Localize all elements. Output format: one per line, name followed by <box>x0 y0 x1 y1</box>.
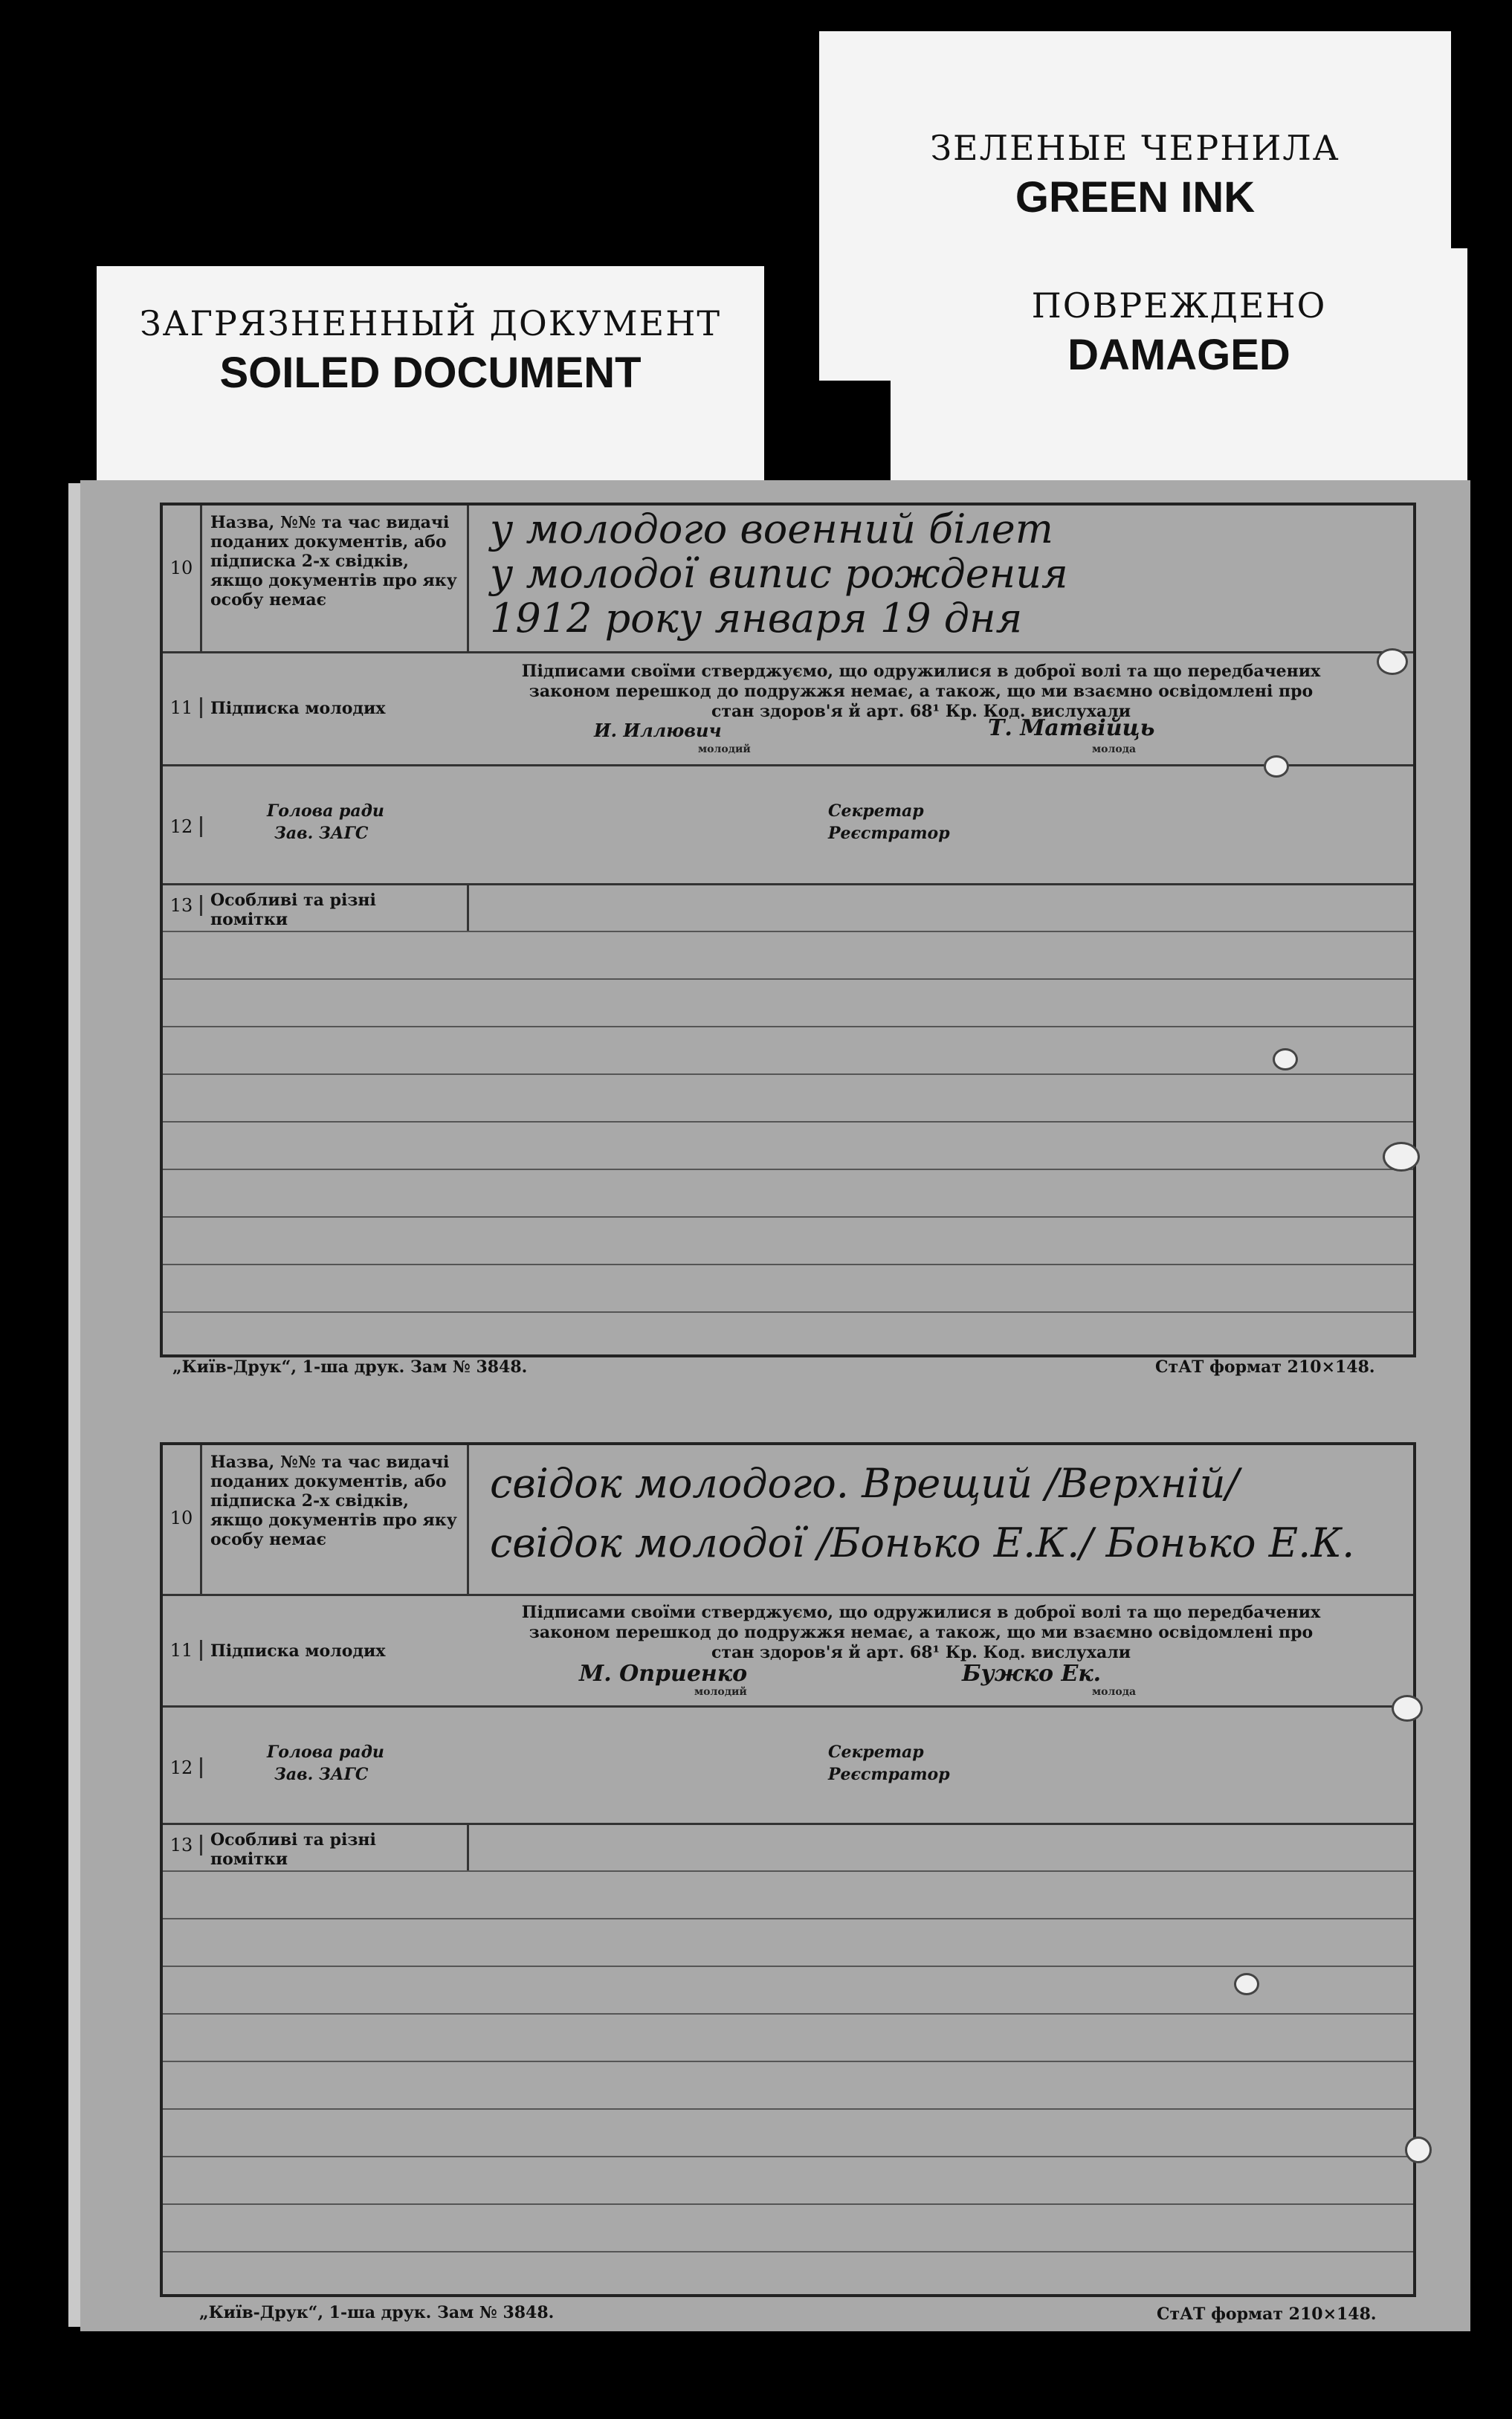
row-12-secretary: Секретар <box>828 801 924 821</box>
row-11-bride-signature: Бужко Ек. <box>962 1661 1102 1687</box>
row-10-number: 10 <box>169 1508 193 1528</box>
rule <box>163 1026 1413 1027</box>
rule <box>163 1169 1413 1170</box>
row-13-number: 13 <box>163 895 202 916</box>
punch-hole <box>1405 2137 1432 2163</box>
rule <box>163 1264 1413 1265</box>
punch-hole <box>1234 1973 1259 1995</box>
row-12-divider <box>163 1705 1413 1708</box>
row-12-number: 12 <box>163 816 202 837</box>
rule <box>163 2013 1413 2015</box>
row-10-label: Назва, №№ та час видачі поданих документів, або підписка 2-х свідків, якщо документів про яку особу немає <box>201 1445 469 1594</box>
damaged-label-ru: ПОВРЕЖДЕНО <box>1031 285 1327 326</box>
row-12-number: 12 <box>163 1757 202 1778</box>
row-11-label: Підписка молодих <box>210 1641 386 1661</box>
marriage-record-form-2 <box>160 1442 1416 2297</box>
rule <box>163 1311 1413 1313</box>
rule <box>163 2156 1413 2157</box>
row-12-registrar: Реєстратор <box>828 824 950 843</box>
rule <box>163 1216 1413 1218</box>
punch-hole <box>1377 648 1408 675</box>
row-11-divider <box>163 1594 1413 1596</box>
punch-hole <box>1383 1142 1420 1172</box>
damaged-label <box>891 248 1467 494</box>
row-11-groom-caption: молодий <box>698 743 751 755</box>
row-10-handwriting-line-1: свідок молодого. Врещий /Верхній/ <box>490 1460 1239 1507</box>
soiled-label-en: SOILED DOCUMENT <box>219 349 642 397</box>
row-12-zags: Зав. ЗАГС <box>274 824 369 843</box>
row-11-statement: Підписами своїми стверджуємо, що одружилися в доброї волі та що передбачених законом перешкод до подружжя немає, а також, що ми взаємно освідомлені про стан здоров'я й арт. 68¹ Кр. Код. вислухали <box>521 1603 1321 1662</box>
rule <box>163 978 1413 980</box>
row-12-zags: Зав. ЗАГС <box>274 1765 369 1784</box>
row-11-number: 11 <box>163 1640 202 1661</box>
form-2-printer-imprint: „Київ-Друк“, 1-ша друк. Зам № 3848. <box>199 2303 555 2322</box>
green-ink-label-en: GREEN INK <box>1015 173 1256 222</box>
punch-hole <box>1273 1048 1298 1070</box>
rule <box>163 2203 1413 2205</box>
row-11-groom-caption: молодий <box>694 1686 747 1698</box>
rule <box>163 2108 1413 2110</box>
row-11-groom-signature: М. Оприенко <box>579 1661 748 1687</box>
rule <box>163 1966 1413 1967</box>
row-10-number-cell <box>163 506 202 651</box>
row-11-divider <box>163 651 1413 653</box>
punch-hole <box>1392 1695 1423 1722</box>
row-11-number: 11 <box>163 697 202 718</box>
rule <box>163 1121 1413 1123</box>
row-12-registrar: Реєстратор <box>828 1765 950 1784</box>
row-13-label: Особливі та різні помітки <box>201 883 469 931</box>
soiled-label-ru: ЗАГРЯЗНЕННЫЙ ДОКУМЕНТ <box>139 303 722 343</box>
row-13-number: 13 <box>163 1835 202 1856</box>
rule <box>163 2061 1413 2062</box>
row-10-number: 10 <box>163 558 202 578</box>
row-11-statement: Підписами своїми стверджуємо, що одружилися в доброї волі та що передбачених законом перешкод до подружжя немає, а також, що ми взаємно освідомлені про стан здоров'я й арт. 68¹ Кр. Код. вислухали <box>521 662 1321 721</box>
rule <box>163 1870 1413 1872</box>
row-10-handwriting-line-1: у молодого военний білет <box>490 506 1053 552</box>
row-11-label: Підписка молодих <box>210 699 386 718</box>
row-10-handwriting-line-3: 1912 року января 19 дня <box>490 595 1023 642</box>
row-13-label: Особливі та різні помітки <box>201 1823 469 1870</box>
row-12-divider <box>163 764 1413 766</box>
row-10-handwriting-line-2: у молодої випис рождения <box>490 550 1068 597</box>
rule <box>163 2251 1413 2252</box>
row-12-head-title: Голова ради <box>267 801 384 821</box>
soiled-document-label <box>97 266 764 489</box>
row-12-head-title: Голова ради <box>267 1743 384 1762</box>
rule <box>163 931 1413 932</box>
row-10-label: Назва, №№ та час видачі поданих документів, або підписка 2-х свідків, якщо документів про яку особу немає <box>201 506 469 651</box>
row-11-bride-caption: молода <box>1092 1686 1137 1698</box>
form-1-printer-imprint: „Київ-Друк“, 1-ша друк. Зам № 3848. <box>172 1357 528 1377</box>
row-12-secretary: Секретар <box>828 1743 924 1762</box>
rule <box>163 1918 1413 1919</box>
marriage-record-form-1 <box>160 503 1416 1357</box>
damaged-label-en: DAMAGED <box>1067 331 1290 379</box>
row-11-bride-signature: Т. Матвійць <box>988 715 1155 741</box>
row-11-bride-caption: молода <box>1092 743 1137 755</box>
rule <box>163 1073 1413 1075</box>
row-11-groom-signature: И. Иллювич <box>594 720 722 741</box>
punch-hole <box>1264 755 1289 778</box>
row-10-handwriting-line-2: свідок молодої /Бонько Е.К./ Бонько Е.К. <box>490 1519 1355 1566</box>
green-ink-label-ru: ЗЕЛЕНЫЕ ЧЕРНИЛА <box>930 128 1340 168</box>
form-1-format-note: СтАТ формат 210×148. <box>1155 1357 1375 1377</box>
form-2-format-note: СтАТ формат 210×148. <box>1157 2305 1377 2324</box>
